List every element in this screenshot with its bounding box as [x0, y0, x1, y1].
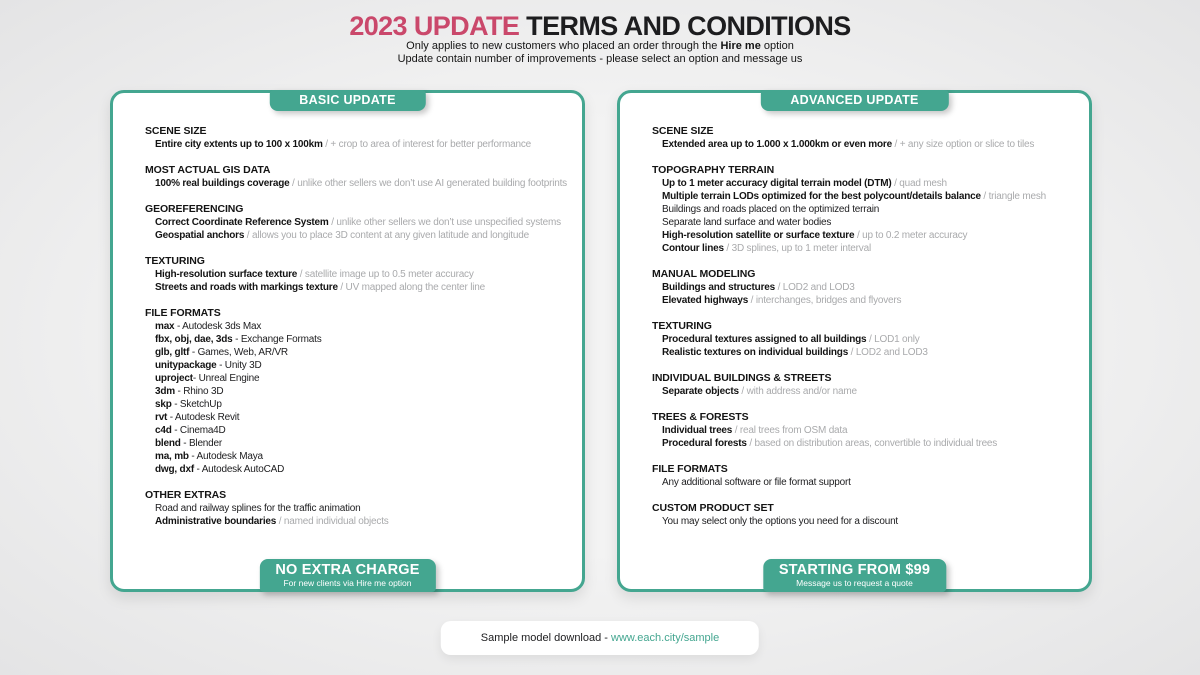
- title-highlight: 2023 UPDATE: [349, 11, 520, 41]
- feature-section: [652, 164, 1081, 255]
- section-heading: FILE FORMATS: [652, 463, 728, 475]
- badge-subtitle: Message us to request a quote: [796, 578, 913, 588]
- feature-section: [145, 125, 574, 151]
- feature-section: [145, 164, 574, 190]
- page-title: [0, 12, 1200, 40]
- feature-item: Administrative boundaries / named individual objects: [155, 516, 389, 527]
- feature-section: [145, 307, 574, 476]
- badge-title: NO EXTRA CHARGE: [275, 562, 420, 578]
- feature-item: Buildings and roads placed on the optimized terrain: [662, 204, 880, 215]
- feature-item: ma, mb - Autodesk Maya: [155, 451, 263, 462]
- feature-item: fbx, obj, dae, 3ds - Exchange Formats: [155, 334, 322, 345]
- feature-section: [652, 320, 1081, 359]
- feature-item: rvt - Autodesk Revit: [155, 412, 240, 423]
- starting-price-badge: [763, 559, 946, 592]
- feature-section: [652, 411, 1081, 450]
- feature-item: You may select only the options you need for a discount: [662, 516, 899, 527]
- feature-section: [652, 502, 1081, 528]
- feature-item: Elevated highways / interchanges, bridges and flyovers: [662, 295, 902, 306]
- badge-subtitle: For new clients via Hire me option: [283, 578, 412, 588]
- feature-item: Buildings and structures / LOD2 and LOD3: [662, 282, 855, 293]
- page-header: [0, 12, 1200, 66]
- sample-download-label: Sample model download -: [480, 632, 612, 644]
- feature-item: blend - Blender: [155, 438, 223, 449]
- feature-item: Procedural forests / based on distribution areas, convertible to individual trees: [662, 438, 998, 449]
- sample-download-bar: [441, 621, 759, 655]
- feature-section: [652, 125, 1081, 151]
- section-heading: CUSTOM PRODUCT SET: [652, 502, 774, 514]
- feature-item: c4d - Cinema4D: [155, 425, 226, 436]
- section-heading: FILE FORMATS: [145, 307, 221, 319]
- sample-download-link[interactable]: www.each.city/sample: [611, 632, 720, 644]
- feature-item: Separate land surface and water bodies: [662, 217, 832, 228]
- subtitle-line-1: Only applies to new customers who placed an order through the Hire me option: [406, 40, 794, 52]
- feature-item: 100% real buildings coverage / unlike other sellers we don’t use AI generated building footprints: [155, 178, 567, 189]
- section-heading: TREES & FORESTS: [652, 411, 749, 423]
- feature-item: Geospatial anchors / allows you to place 3D content at any given latitude and longitude: [155, 230, 529, 241]
- feature-item: glb, gltf - Games, Web, AR/VR: [155, 347, 288, 358]
- feature-item: unitypackage - Unity 3D: [155, 360, 262, 371]
- feature-section: [145, 255, 574, 294]
- feature-item: Up to 1 meter accuracy digital terrain model (DTM) / quad mesh: [662, 178, 947, 189]
- feature-item: Road and railway splines for the traffic animation: [155, 503, 361, 514]
- no-extra-charge-badge: [259, 559, 435, 592]
- feature-item: Correct Coordinate Reference System / unlike other sellers we don’t use unspecified systems: [155, 217, 561, 228]
- feature-item: skp - SketchUp: [155, 399, 222, 410]
- section-heading: OTHER EXTRAS: [145, 489, 227, 501]
- feature-section: [145, 203, 574, 242]
- basic-update-badge: BASIC UPDATE: [269, 90, 425, 111]
- section-heading: TOPOGRAPHY TERRAIN: [652, 164, 775, 176]
- feature-item: Contour lines / 3D splines, up to 1 meter interval: [662, 243, 871, 254]
- feature-item: dwg, dxf - Autodesk AutoCAD: [155, 464, 285, 475]
- feature-item: Procedural textures assigned to all buildings / LOD1 only: [662, 334, 920, 345]
- feature-item: Realistic textures on individual buildings / LOD2 and LOD3: [662, 347, 928, 358]
- basic-update-sections: [113, 93, 582, 528]
- section-heading: GEOREFERENCING: [145, 203, 244, 215]
- badge-title: STARTING FROM $99: [778, 562, 931, 578]
- section-heading: SCENE SIZE: [652, 125, 714, 137]
- advanced-update-badge: ADVANCED UPDATE: [760, 90, 948, 111]
- subtitle-line-2: Update contain number of improvements - please select an option and message us: [397, 53, 803, 65]
- feature-section: [652, 372, 1081, 398]
- feature-item: uproject- Unreal Engine: [155, 373, 260, 384]
- feature-item: 3dm - Rhino 3D: [155, 386, 224, 397]
- advanced-update-panel: [617, 90, 1092, 592]
- feature-item: max - Autodesk 3ds Max: [155, 321, 262, 332]
- feature-item: High-resolution satellite or surface texture / up to 0.2 meter accuracy: [662, 230, 968, 241]
- feature-item: Multiple terrain LODs optimized for the best polycount/details balance / triangle mesh: [662, 191, 1046, 202]
- section-heading: MOST ACTUAL GIS DATA: [145, 164, 271, 176]
- feature-section: [145, 489, 574, 528]
- feature-item: Individual trees / real trees from OSM data: [662, 425, 848, 436]
- advanced-update-sections: [620, 93, 1089, 528]
- feature-item: High-resolution surface texture / satellite image up to 0.5 meter accuracy: [155, 269, 474, 280]
- feature-item: Entire city extents up to 100 x 100km / + crop to area of interest for better performance: [155, 139, 532, 150]
- section-heading: INDIVIDUAL BUILDINGS & STREETS: [652, 372, 832, 384]
- feature-item: Any additional software or file format support: [662, 477, 851, 488]
- title-rest: TERMS AND CONDITIONS: [519, 11, 851, 41]
- basic-update-panel: [110, 90, 585, 592]
- feature-section: [652, 463, 1081, 489]
- feature-item: Streets and roads with markings texture / UV mapped along the center line: [155, 282, 485, 293]
- feature-item: Separate objects / with address and/or name: [662, 386, 857, 397]
- feature-item: Extended area up to 1.000 x 1.000km or even more / + any size option or slice to tiles: [662, 139, 1035, 150]
- section-heading: MANUAL MODELING: [652, 268, 756, 280]
- section-heading: SCENE SIZE: [145, 125, 207, 137]
- feature-section: [652, 268, 1081, 307]
- section-heading: TEXTURING: [652, 320, 712, 332]
- section-heading: TEXTURING: [145, 255, 205, 267]
